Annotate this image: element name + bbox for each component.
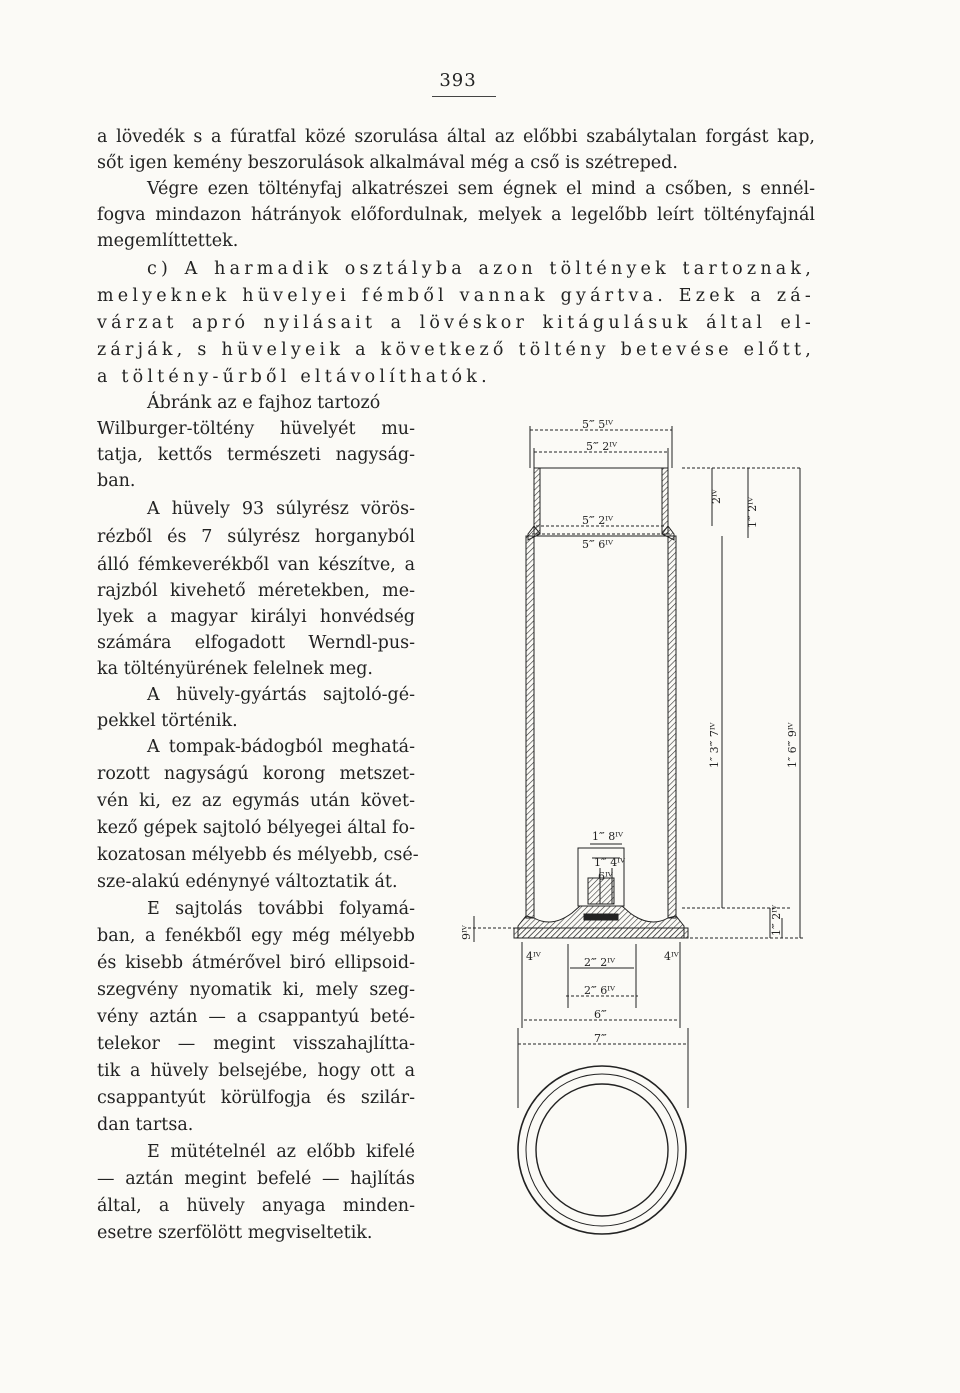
column-line: ban, a fenékből egy még mélyebb (97, 926, 415, 946)
column-line: vény aztán — a csappantyú beté- (97, 1007, 415, 1027)
column-line: Wilburger-töltény hüvelyét mu- (97, 419, 415, 439)
column-line: csappantyút körülfogja és szilár- (97, 1088, 415, 1108)
column-line: rajzból kivehető méretekben, me- (97, 581, 415, 601)
dim-label: 7‴ (594, 1032, 607, 1045)
column-line: sze-alakú edénynyé változtatik át. (97, 872, 398, 892)
page-number-rule (432, 96, 496, 97)
text-line: megemlíttettek. (97, 231, 239, 251)
column-line: rézből és 7 súlyrész horganyból (97, 527, 415, 547)
dim-label: 4ᴵⱽ (526, 950, 541, 963)
dim-label: 1‴ 2ᴵⱽ (746, 497, 759, 528)
text-line: a töltény-űrből eltávolíthatók. (97, 367, 491, 387)
column-line: A hüvely-gyártás sajtoló-gé- (147, 685, 415, 705)
column-line: — aztán megint befelé — hajlítás (97, 1169, 415, 1189)
column-line: telekor — megint visszahajlítta- (97, 1034, 415, 1054)
text-line: fogva mindazon hátrányok előfordulnak, melyek a legelőbb leírt töltényfajnál (97, 205, 815, 225)
column-line: E sajtolás további folyamá- (147, 899, 415, 919)
column-line: és kisebb átmérővel biró ellipsoid- (97, 953, 415, 973)
column-line: lyek a magyar királyi honvédség (97, 607, 415, 627)
dim-label: 2ᴵⱽ (710, 489, 723, 504)
column-line: A hüvely 93 súlyrész vörös- (147, 499, 415, 519)
column-line: kező gépek sajtoló bélyegei által fo- (97, 818, 415, 838)
cartridge-case-figure (452, 408, 832, 1268)
text-line: zárják, s hüvelyeik a következő töltény betevése előtt, (97, 340, 815, 360)
text-line: sőt igen kemény beszorulások alkalmával még a cső is szétreped. (97, 153, 678, 173)
dim-label: 6ᴵⱽ (598, 870, 613, 883)
dim-label: 1″ 6‴ 9ᴵⱽ (786, 722, 799, 768)
dim-label: 5‴ 2ᴵⱽ (586, 440, 617, 453)
text-line: melyeknek hüvelyei fémből vannak gyártva. Ezek a zá- (97, 286, 815, 306)
column-line: által, a hüvely anyaga minden- (97, 1196, 415, 1216)
column-line: A tompak-bádogból meghatá- (147, 737, 415, 757)
column-line: tik a hüvely belsejébe, hogy ott a (97, 1061, 415, 1081)
dim-label: 9ᴵⱽ (460, 925, 473, 940)
dim-label: 1‴ 8ᴵⱽ (592, 830, 623, 843)
dim-label: 1‴ 4ᴵⱽ (594, 856, 625, 869)
dim-label: 2‴ 6ᴵⱽ (584, 984, 615, 997)
dim-label: 5‴ 2ᴵⱽ (582, 514, 613, 527)
text-line: Végre ezen töltényfaj alkatrészei sem égnek el mind a csőben, s ennél- (147, 179, 815, 199)
dim-label: 4ᴵⱽ (664, 950, 679, 963)
column-line: ban. (97, 471, 136, 491)
column-line: álló fémkeverékből van készítve, a (97, 555, 415, 575)
column-line: ka töltényürének felelnek meg. (97, 659, 373, 679)
column-line: számára elfogadott Werndl-pus- (97, 633, 415, 653)
dim-label: 1‴ 2ᴵⱽ (770, 905, 783, 936)
column-line: kozatosan mélyebb és mélyebb, csé- (97, 845, 419, 865)
column-line: dan tartsa. (97, 1115, 194, 1135)
column-line: esetre szerfölött megviseltetik. (97, 1223, 373, 1243)
column-line: tatja, kettős természeti nagyság- (97, 445, 415, 465)
column-line: E mütételnél az előbb kifelé (147, 1142, 415, 1162)
column-line: vén ki, ez az egymás után követ- (97, 791, 415, 811)
column-line: rozott nagyságú korong metszet- (97, 764, 415, 784)
dim-label: 1″ 3‴ 7ᴵⱽ (708, 722, 721, 768)
text-line: várzat apró nyilásait a lövéskor kitágulásuk által el- (97, 313, 815, 333)
column-line: pekkel történik. (97, 711, 238, 731)
page-number: 393 (439, 70, 477, 91)
text-line: a lövedék s a fúratfal közé szorulása által az előbbi szabálytalan forgást kap, (97, 127, 815, 147)
text-line: c) A harmadik osztályba azon töltények tartoznak, (147, 259, 815, 279)
column-line: szegvény nyomatik ki, mely szeg- (97, 980, 415, 1000)
dim-label: 6‴ (594, 1008, 607, 1021)
dim-label: 2‴ 2ᴵⱽ (584, 956, 615, 969)
dim-label: 5‴ 6ᴵⱽ (582, 538, 613, 551)
column-line: Ábránk az e fajhoz tartozó (147, 393, 381, 413)
dim-label: 5‴ 5ᴵⱽ (582, 418, 613, 431)
